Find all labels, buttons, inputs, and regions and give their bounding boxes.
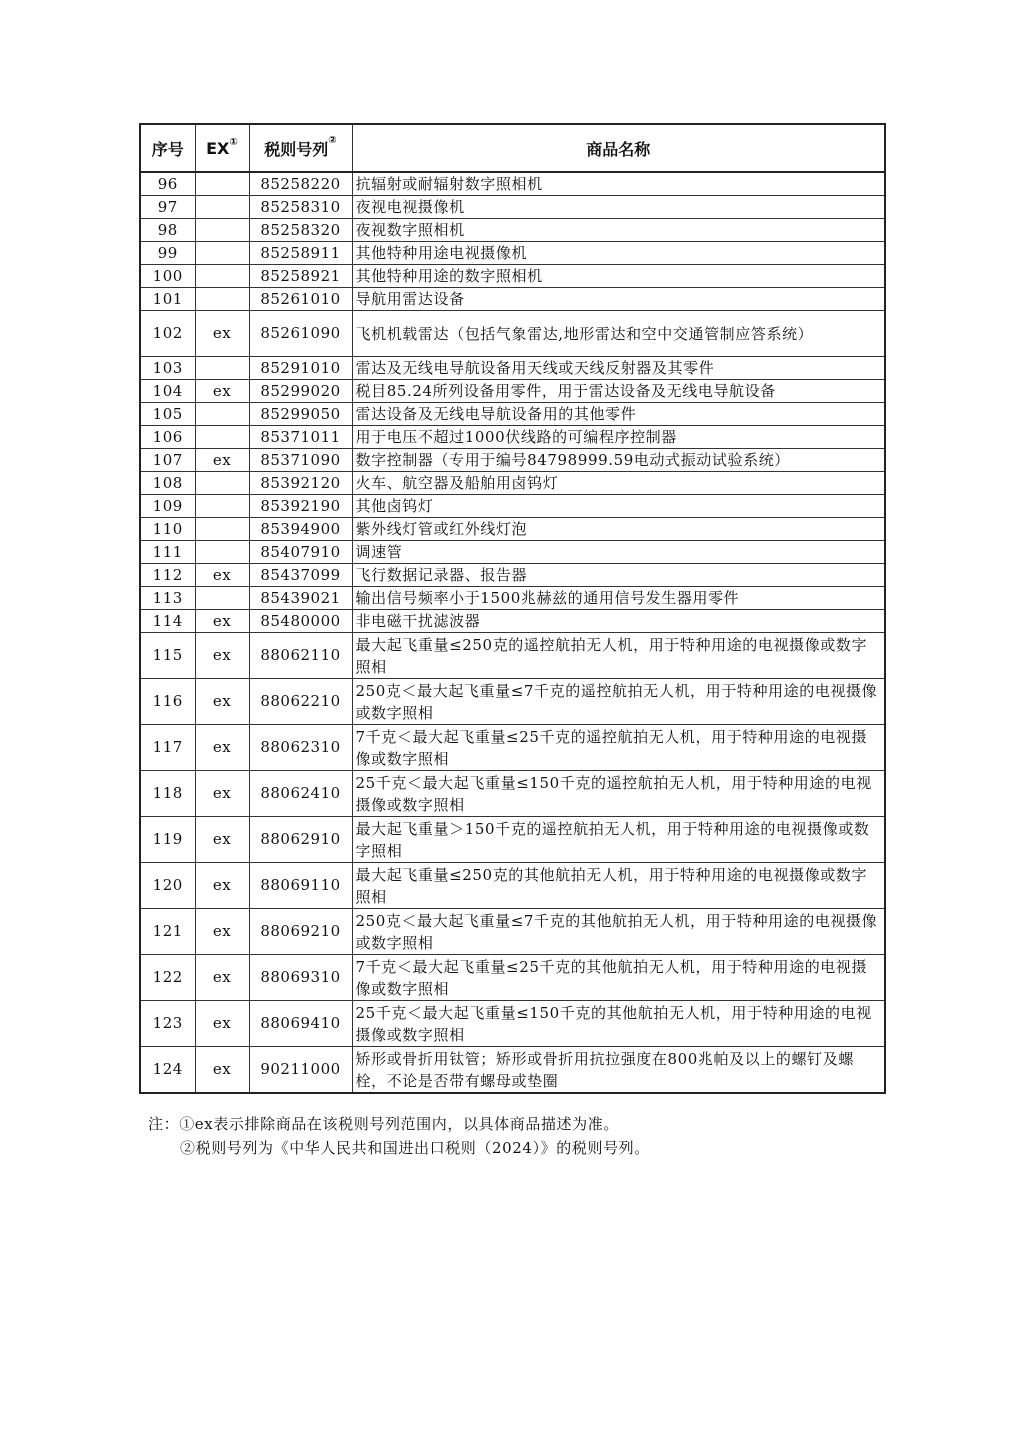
row-seq-cell: 100 <box>140 265 195 288</box>
row-name-cell: 非电磁干扰滤波器 <box>352 610 885 633</box>
row-ex-cell: ex <box>195 817 249 863</box>
table-row <box>140 380 885 403</box>
row-seq-cell: 121 <box>140 909 195 955</box>
row-ex-cell <box>195 172 249 196</box>
row-name-cell: 7千克＜最大起飞重量≤25千克的其他航拍无人机，用于特种用途的电视摄像或数字照相 <box>352 955 885 1001</box>
row-name-cell: 雷达设备及无线电导航设备用的其他零件 <box>352 403 885 426</box>
table-row <box>140 495 885 518</box>
row-seq-cell: 123 <box>140 1001 195 1047</box>
footnotes <box>148 1112 908 1160</box>
row-name-cell: 税目85.24所列设备用零件，用于雷达设备及无线电导航设备 <box>352 380 885 403</box>
row-name-cell: 夜视电视摄像机 <box>352 196 885 219</box>
row-ex-cell <box>195 426 249 449</box>
row-name-cell: 火车、航空器及船舶用卤钨灯 <box>352 472 885 495</box>
row-name-cell: 雷达及无线电导航设备用天线或天线反射器及其零件 <box>352 357 885 380</box>
row-code-cell: 85392120 <box>249 472 352 495</box>
row-seq-cell: 116 <box>140 679 195 725</box>
row-code-cell: 88062210 <box>249 679 352 725</box>
row-name-cell: 矫形或骨折用钛管；矫形或骨折用抗拉强度在800兆帕及以上的螺钉及螺栓，不论是否带有螺母或垫圈 <box>352 1047 885 1094</box>
row-code-cell: 85258320 <box>249 219 352 242</box>
row-name-cell: 7千克＜最大起飞重量≤25千克的遥控航拍无人机，用于特种用途的电视摄像或数字照相 <box>352 725 885 771</box>
table-row <box>140 610 885 633</box>
row-seq-cell: 124 <box>140 1047 195 1094</box>
table-row <box>140 679 885 725</box>
table-row <box>140 518 885 541</box>
row-name-cell: 最大起飞重量≤250克的其他航拍无人机，用于特种用途的电视摄像或数字照相 <box>352 863 885 909</box>
table-row <box>140 196 885 219</box>
table-row <box>140 817 885 863</box>
row-seq-cell: 111 <box>140 541 195 564</box>
row-seq-cell: 107 <box>140 449 195 472</box>
row-seq-cell: 122 <box>140 955 195 1001</box>
row-ex-cell: ex <box>195 863 249 909</box>
row-seq-cell: 96 <box>140 172 195 196</box>
table-row <box>140 357 885 380</box>
row-ex-cell: ex <box>195 633 249 679</box>
table-row <box>140 311 885 357</box>
row-ex-cell: ex <box>195 771 249 817</box>
row-code-cell: 85394900 <box>249 518 352 541</box>
table-row <box>140 403 885 426</box>
row-seq-cell: 103 <box>140 357 195 380</box>
row-ex-cell <box>195 242 249 265</box>
row-code-cell: 88069410 <box>249 1001 352 1047</box>
row-code-cell: 85258911 <box>249 242 352 265</box>
footnote-2: ②税则号列为《中华人民共和国进出口税则（2024）》的税则号列。 <box>180 1139 650 1157</box>
row-seq-cell: 113 <box>140 587 195 610</box>
table-row <box>140 1001 885 1047</box>
footnote-1: 注：①ex表示排除商品在该税则号列范围内，以具体商品描述为准。 <box>148 1115 619 1133</box>
row-name-cell: 抗辐射或耐辐射数字照相机 <box>352 172 885 196</box>
row-name-cell: 其他特种用途电视摄像机 <box>352 242 885 265</box>
row-code-cell: 88069210 <box>249 909 352 955</box>
row-code-cell: 85480000 <box>249 610 352 633</box>
row-code-cell: 88062110 <box>249 633 352 679</box>
row-seq-cell: 119 <box>140 817 195 863</box>
row-name-cell: 250克＜最大起飞重量≤7千克的其他航拍无人机，用于特种用途的电视摄像或数字照相 <box>352 909 885 955</box>
row-code-cell: 90211000 <box>249 1047 352 1094</box>
tariff-table <box>139 123 886 1094</box>
header-seq-label: 序号 <box>151 139 184 159</box>
row-seq-cell: 99 <box>140 242 195 265</box>
row-ex-cell: ex <box>195 380 249 403</box>
row-name-cell: 250克＜最大起飞重量≤7千克的遥控航拍无人机，用于特种用途的电视摄像或数字照相 <box>352 679 885 725</box>
row-name-cell: 调速管 <box>352 541 885 564</box>
row-ex-cell <box>195 518 249 541</box>
row-code-cell: 85392190 <box>249 495 352 518</box>
row-seq-cell: 112 <box>140 564 195 587</box>
row-name-cell: 夜视数字照相机 <box>352 219 885 242</box>
table-row <box>140 564 885 587</box>
table-row <box>140 863 885 909</box>
row-ex-cell <box>195 541 249 564</box>
row-seq-cell: 117 <box>140 725 195 771</box>
row-seq-cell: 97 <box>140 196 195 219</box>
row-code-cell: 85299050 <box>249 403 352 426</box>
table-row <box>140 219 885 242</box>
header-code-label: 税则号列 <box>264 139 329 159</box>
row-code-cell: 85407910 <box>249 541 352 564</box>
row-name-cell: 紫外线灯管或红外线灯泡 <box>352 518 885 541</box>
table-row <box>140 265 885 288</box>
table-row <box>140 909 885 955</box>
table-row <box>140 472 885 495</box>
table-row <box>140 541 885 564</box>
row-name-cell: 25千克＜最大起飞重量≤150千克的其他航拍无人机，用于特种用途的电视摄像或数字照相 <box>352 1001 885 1047</box>
row-seq-cell: 120 <box>140 863 195 909</box>
table-header-row <box>140 124 885 172</box>
row-name-cell: 导航用雷达设备 <box>352 288 885 311</box>
header-seq <box>140 124 195 172</box>
row-code-cell: 85258310 <box>249 196 352 219</box>
row-code-cell: 88062310 <box>249 725 352 771</box>
row-ex-cell: ex <box>195 564 249 587</box>
row-name-cell: 最大起飞重量≤250克的遥控航拍无人机，用于特种用途的电视摄像或数字照相 <box>352 633 885 679</box>
row-seq-cell: 109 <box>140 495 195 518</box>
row-name-cell: 数字控制器（专用于编号84798999.59电动式振动试验系统） <box>352 449 885 472</box>
header-ex-label: EX <box>206 138 230 158</box>
row-code-cell: 88069310 <box>249 955 352 1001</box>
row-ex-cell: ex <box>195 1001 249 1047</box>
header-ex-footnote-mark: ① <box>229 136 238 148</box>
row-ex-cell <box>195 196 249 219</box>
row-name-cell: 其他卤钨灯 <box>352 495 885 518</box>
table-row <box>140 1047 885 1094</box>
row-ex-cell: ex <box>195 1047 249 1094</box>
table-row <box>140 242 885 265</box>
row-seq-cell: 101 <box>140 288 195 311</box>
header-ex <box>195 124 249 172</box>
table-row <box>140 771 885 817</box>
row-ex-cell: ex <box>195 449 249 472</box>
row-code-cell: 85437099 <box>249 564 352 587</box>
table-row <box>140 633 885 679</box>
header-code <box>249 124 352 172</box>
row-name-cell: 最大起飞重量＞150千克的遥控航拍无人机，用于特种用途的电视摄像或数字照相 <box>352 817 885 863</box>
row-code-cell: 85258921 <box>249 265 352 288</box>
table-row <box>140 955 885 1001</box>
row-code-cell: 85258220 <box>249 172 352 196</box>
row-code-cell: 88062910 <box>249 817 352 863</box>
header-name-label: 商品名称 <box>586 139 651 159</box>
row-code-cell: 88062410 <box>249 771 352 817</box>
row-seq-cell: 102 <box>140 311 195 357</box>
row-ex-cell <box>195 265 249 288</box>
row-ex-cell <box>195 357 249 380</box>
row-ex-cell: ex <box>195 725 249 771</box>
row-seq-cell: 104 <box>140 380 195 403</box>
row-seq-cell: 110 <box>140 518 195 541</box>
row-ex-cell <box>195 587 249 610</box>
row-name-cell: 其他特种用途的数字照相机 <box>352 265 885 288</box>
row-code-cell: 85291010 <box>249 357 352 380</box>
table-row <box>140 725 885 771</box>
row-name-cell: 飞机机载雷达（包括气象雷达,地形雷达和空中交通管制应答系统） <box>352 311 885 357</box>
row-ex-cell: ex <box>195 311 249 357</box>
row-seq-cell: 106 <box>140 426 195 449</box>
row-code-cell: 85439021 <box>249 587 352 610</box>
row-code-cell: 85261010 <box>249 288 352 311</box>
row-code-cell: 85371011 <box>249 426 352 449</box>
row-seq-cell: 98 <box>140 219 195 242</box>
row-ex-cell: ex <box>195 909 249 955</box>
table-row <box>140 587 885 610</box>
row-ex-cell: ex <box>195 955 249 1001</box>
row-name-cell: 飞行数据记录器、报告器 <box>352 564 885 587</box>
row-code-cell: 88069110 <box>249 863 352 909</box>
table-row <box>140 426 885 449</box>
row-seq-cell: 115 <box>140 633 195 679</box>
table-row <box>140 288 885 311</box>
header-code-footnote-mark: ② <box>328 134 337 146</box>
header-name <box>352 124 885 172</box>
row-ex-cell <box>195 219 249 242</box>
row-seq-cell: 118 <box>140 771 195 817</box>
row-ex-cell <box>195 403 249 426</box>
table-row <box>140 449 885 472</box>
row-ex-cell <box>195 495 249 518</box>
table-body <box>140 172 885 1093</box>
row-code-cell: 85299020 <box>249 380 352 403</box>
row-code-cell: 85261090 <box>249 311 352 357</box>
row-ex-cell <box>195 288 249 311</box>
row-name-cell: 用于电压不超过1000伏线路的可编程序控制器 <box>352 426 885 449</box>
row-seq-cell: 108 <box>140 472 195 495</box>
row-ex-cell <box>195 472 249 495</box>
row-code-cell: 85371090 <box>249 449 352 472</box>
table-row <box>140 172 885 196</box>
row-name-cell: 输出信号频率小于1500兆赫兹的通用信号发生器用零件 <box>352 587 885 610</box>
row-name-cell: 25千克＜最大起飞重量≤150千克的遥控航拍无人机，用于特种用途的电视摄像或数字照相 <box>352 771 885 817</box>
row-ex-cell: ex <box>195 679 249 725</box>
row-seq-cell: 114 <box>140 610 195 633</box>
row-ex-cell: ex <box>195 610 249 633</box>
row-seq-cell: 105 <box>140 403 195 426</box>
